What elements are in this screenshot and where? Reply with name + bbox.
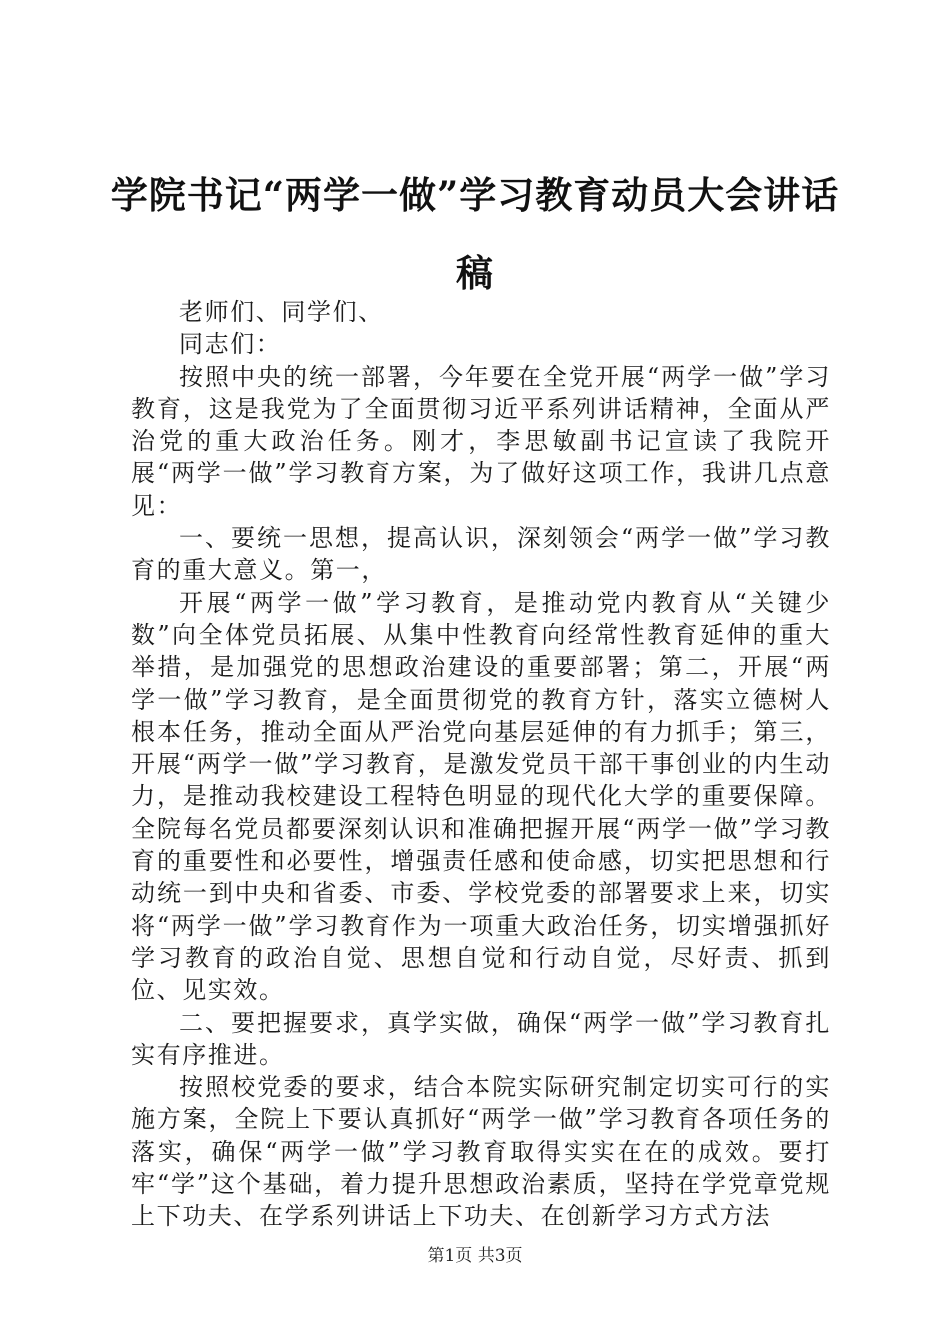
section-heading-1: 一、要统一思想，提高认识，深刻领会“两学一做”学习教育的重大意义。第一， [131,524,831,585]
document-body [131,296,831,1233]
body-paragraph: 按照校党委的要求，结合本院实际研究制定切实可行的实施方案，全院上下要认真抓好“两学一做”学习教育各项任务的落实，确保“两学一做”学习教育取得实实在在的成效。要打牢“学”这个基础，着力提升思想政治素质，坚持在学党章党规上下功夫、在学系列讲话上下功夫、在创新学习方式方法 [131,1073,831,1231]
document-title: 学院书记“两学一做”学习教育动员大会讲话稿 [110,173,840,295]
salutation-line-2: 同志们： [179,330,282,359]
salutation-line-1: 老师们、同学们、 [179,298,384,326]
page-number-footer: 第1页 共3页 [427,1246,523,1266]
body-paragraph: 按照中央的统一部署，今年要在全党开展“两学一做”学习教育，这是我党为了全面贯彻习近平系列讲话精神，全面从严治党的重大政治任务。刚才，李思敏副书记宣读了我院开展“两学一做”学习教育方案，为了做好这项工作，我讲几点意见： [131,362,831,520]
section-heading-2: 二、要把握要求，真学实做，确保“两学一做”学习教育扎实有序推进。 [131,1008,831,1069]
body-paragraph: 开展“两学一做”学习教育，是推动党内教育从“关键少数”向全体党员拓展、从集中性教育向经常性教育延伸的重大举措，是加强党的思想政治建设的重要部署；第二，开展“两学一做”学习教育，是全面贯彻党的教育方针，落实立德树人根本任务，推动全面从严治党向基层延伸的有力抓手；第三，开展“两学一做”学习教育，是激发党员干部干事创业的内生动力，是推动我校建设工程特色明显的现代化大学的重要保障。全院每名党员都要深刻认识和准确把握开展“两学一做”学习教育的重要性和必要性，增强责任感和使命感，切实把思想和行动统一到中央和省委、市委、学校党委的部署要求上来，切实将“两学一做”学习教育作为一项重大政治任务，切实增强抓好学习教育的政治自觉、思想自觉和行动自觉，尽好责、抓到位、见实效。 [131,588,831,1005]
